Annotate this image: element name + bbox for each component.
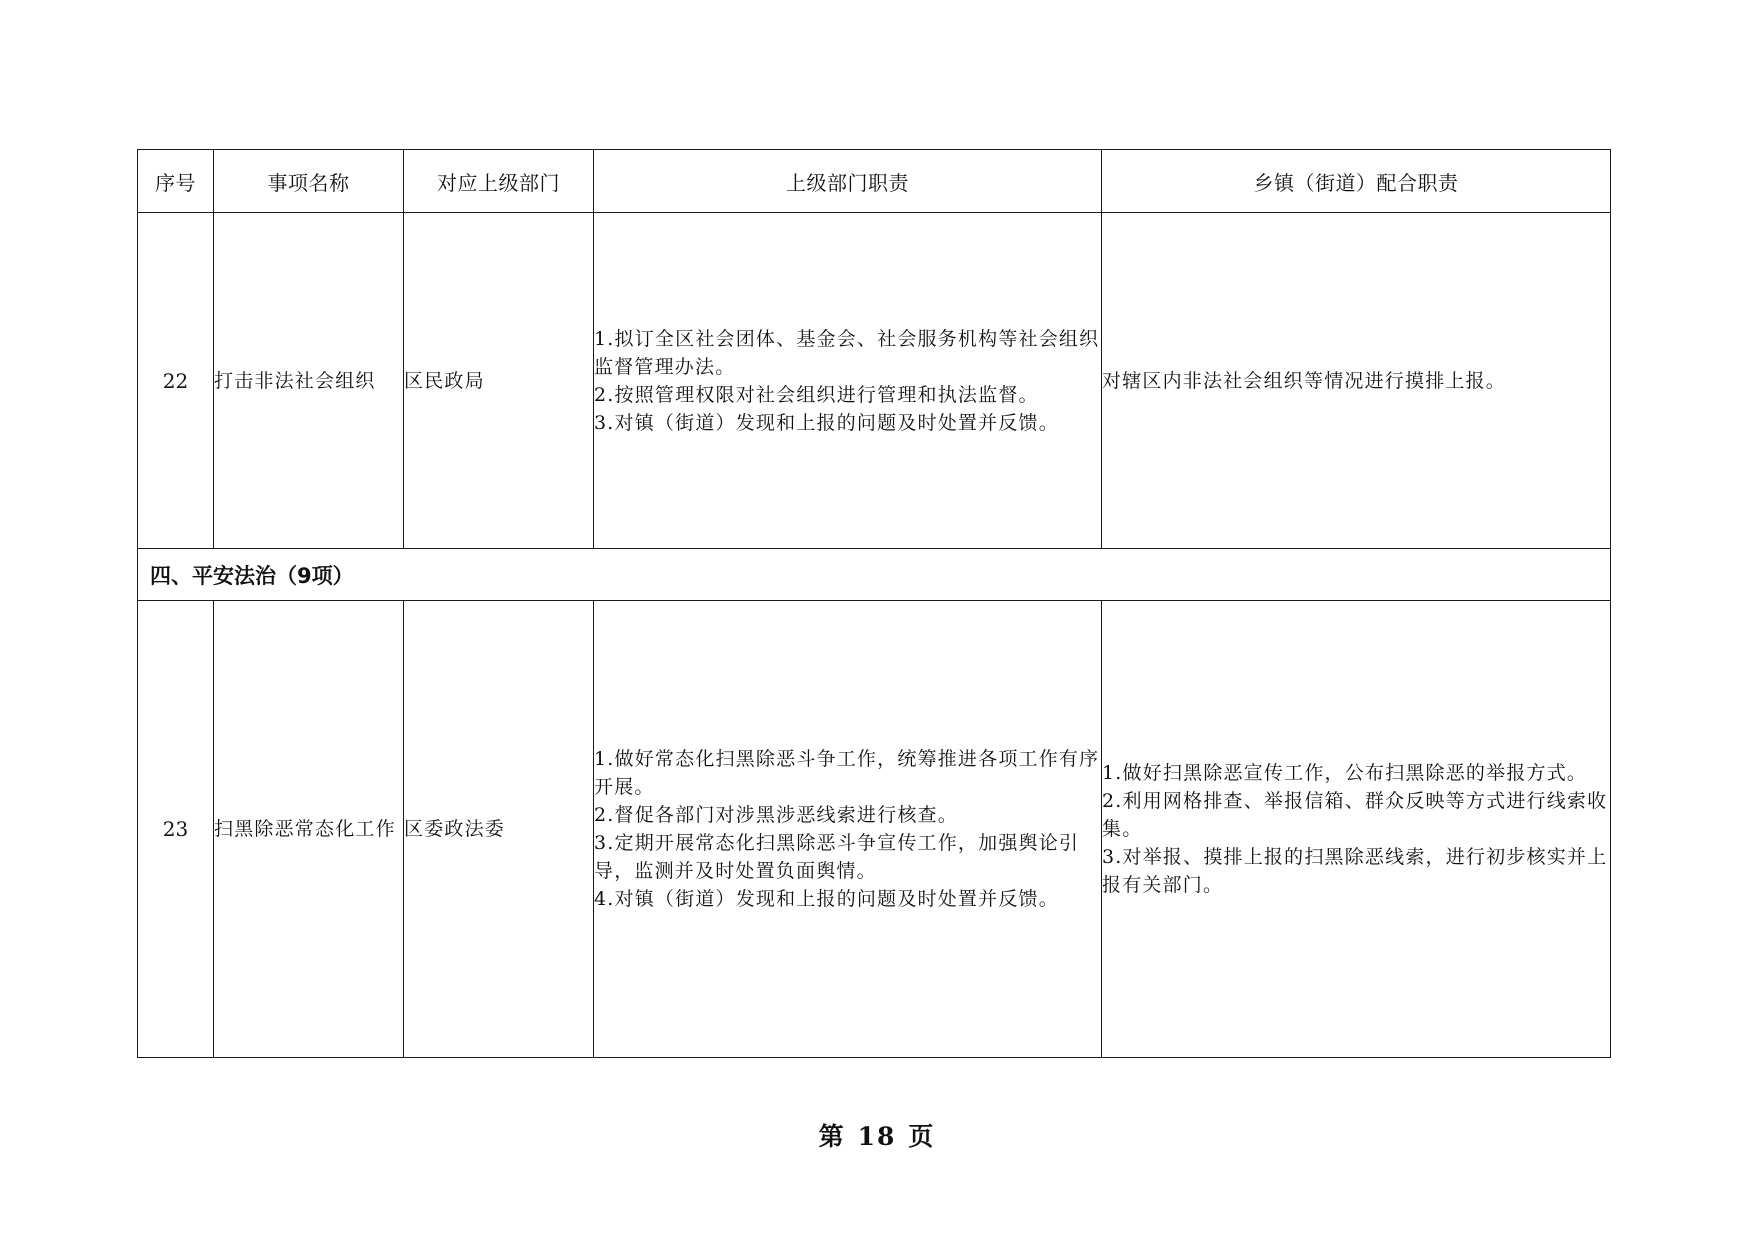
header-serial-number: 序号	[138, 150, 214, 213]
row-town-duties	[1102, 601, 1611, 1058]
duty-line: 3.定期开展常态化扫黑除恶斗争宣传工作，加强舆论引导，监测并及时处置负面舆情。	[594, 832, 1080, 882]
duty-table	[137, 149, 1611, 1058]
duty-line: 2.按照管理权限对社会组织进行管理和执法监督。	[594, 383, 1039, 406]
table-row	[138, 601, 1611, 1058]
duty-line: 1.做好扫黑除恶宣传工作，公布扫黑除恶的举报方式。	[1102, 762, 1588, 784]
duty-line: 2.利用网格排查、举报信箱、群众反映等方式进行线索收集。	[1102, 790, 1608, 840]
duty-line: 对辖区内非法社会组织等情况进行摸排上报。	[1102, 369, 1507, 392]
row-upper-duties	[594, 213, 1102, 549]
header-town-duties: 乡镇（街道）配合职责	[1102, 150, 1611, 213]
row-upper-duties	[594, 601, 1102, 1058]
duty-line: 3.对镇（街道）发现和上报的问题及时处置并反馈。	[594, 411, 1059, 434]
duty-line: 1.做好常态化扫黑除恶斗争工作，统筹推进各项工作有序开展。	[594, 748, 1100, 798]
row-item-name: 打击非法社会组织	[214, 213, 404, 549]
header-upper-duties: 上级部门职责	[594, 150, 1102, 213]
row-town-duties	[1102, 213, 1611, 549]
section-heading-row	[138, 549, 1611, 601]
duty-line: 2.督促各部门对涉黑涉恶线索进行核查。	[594, 804, 958, 826]
row-serial-number: 22	[138, 213, 214, 549]
duty-line: 4.对镇（街道）发现和上报的问题及时处置并反馈。	[594, 888, 1059, 910]
table-row	[138, 213, 1611, 549]
row-upper-department: 区民政局	[404, 213, 594, 549]
section-title: 四、平安法治（9项）	[138, 549, 1611, 601]
table-header-row	[138, 150, 1611, 213]
page-number-footer	[0, 1117, 1754, 1153]
row-item-name: 扫黑除恶常态化工作	[214, 601, 404, 1058]
row-serial-number: 23	[138, 601, 214, 1058]
row-upper-department: 区委政法委	[404, 601, 594, 1058]
page-suffix: 页	[908, 1122, 936, 1151]
header-upper-department: 对应上级部门	[404, 150, 594, 213]
header-item-name: 事项名称	[214, 150, 404, 213]
page-number: 18	[857, 1122, 897, 1151]
duty-line: 3.对举报、摸排上报的扫黑除恶线索，进行初步核实并上报有关部门。	[1102, 846, 1608, 896]
page-prefix: 第	[818, 1122, 846, 1151]
duty-line: 1.拟订全区社会团体、基金会、社会服务机构等社会组织监督管理办法。	[594, 327, 1100, 378]
document-sheet	[137, 149, 1610, 1058]
